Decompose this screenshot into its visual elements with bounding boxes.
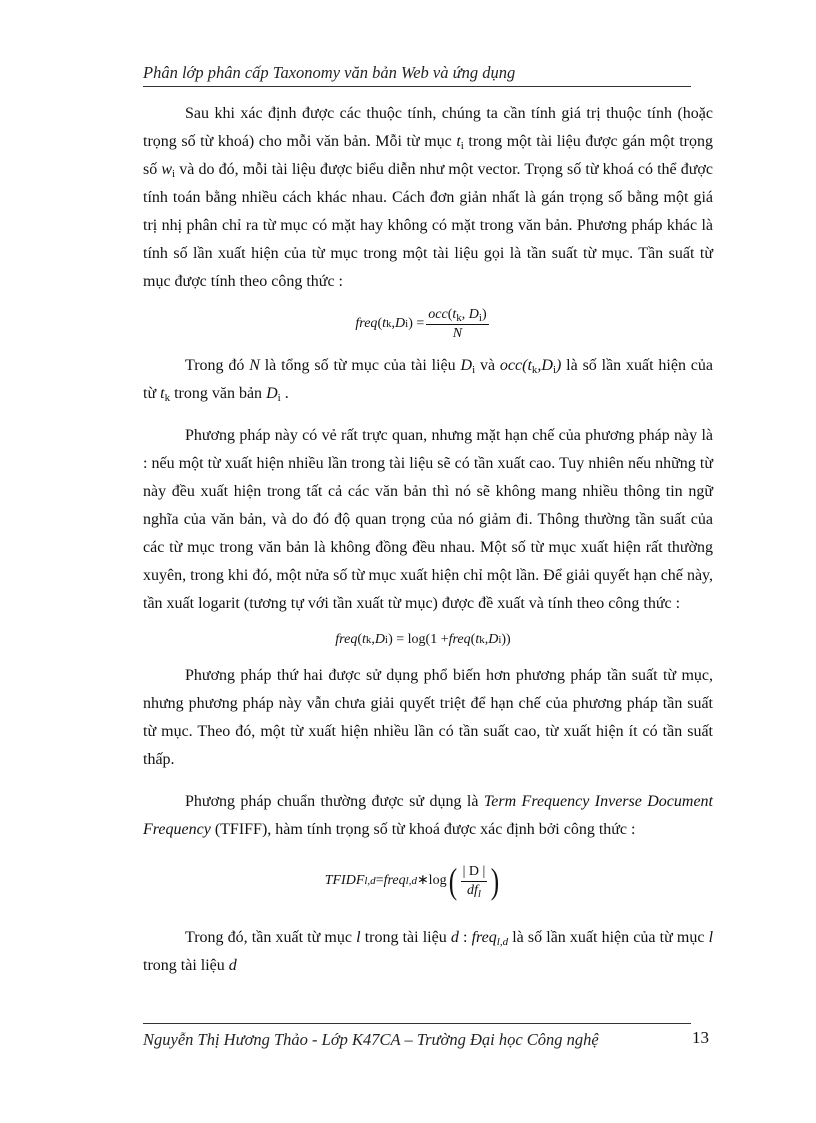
var: D xyxy=(266,385,278,402)
page-number: 13 xyxy=(692,1028,709,1047)
sub: k xyxy=(531,364,538,376)
var: N xyxy=(249,357,260,374)
footer-rule xyxy=(143,1023,691,1024)
var: D xyxy=(395,316,406,331)
paragraph xyxy=(143,788,713,844)
paragraph xyxy=(143,352,713,408)
sub: i xyxy=(478,311,482,324)
text: Trong đó xyxy=(185,357,250,374)
text: . xyxy=(280,385,289,402)
text: : xyxy=(458,929,472,946)
text: là số lần xuất hiện của từ xyxy=(143,357,713,402)
right-paren: ) xyxy=(491,861,500,901)
sub: l,d xyxy=(364,875,376,887)
sub: k xyxy=(164,392,171,404)
text: trong văn bản xyxy=(170,385,267,402)
sym: ( xyxy=(447,306,453,322)
page-body xyxy=(143,100,713,980)
sub: i xyxy=(277,392,281,404)
sub: i xyxy=(472,364,476,376)
var: t xyxy=(475,632,480,647)
sym: , xyxy=(461,306,469,322)
sub: l,d xyxy=(496,936,509,948)
fn: freq xyxy=(355,316,378,331)
denominator xyxy=(465,882,483,900)
var: D xyxy=(374,632,386,647)
var: df xyxy=(466,882,478,898)
text: và do đó, mỗi tài liệu được biểu diễn như một vector. Trọng số từ khoá có thể được tính toán bằng nhiều cách khác nhau. Cách đơn giản nhất là gán trọng số bằng một giá trị nhị phân chỉ ra từ mục có mặt hay không có mặt trong văn bản. Phương pháp khác là tính số lần xuất hiện của từ mục trong một tài liệu gọi là tần suất từ mục. Tần suất từ mục được tính theo công thức : xyxy=(143,161,713,290)
paragraph xyxy=(143,924,713,980)
var: N xyxy=(452,325,463,341)
left-paren: ( xyxy=(448,861,457,901)
var: ) xyxy=(556,357,562,374)
running-footer: Nguyễn Thị Hương Thảo - Lớp K47CA – Trường Đại học Công nghệ xyxy=(143,1030,599,1049)
formula-log-frequency: freq ( t k , D i ) = log(1 + freq ( t k , D i )) xyxy=(133,618,713,662)
sub: i xyxy=(552,364,557,376)
sym: ( xyxy=(377,316,383,331)
sym: , xyxy=(391,316,395,331)
text: trong một tài liệu được gán một trọng số xyxy=(143,133,714,178)
sym: ) = log(1 + xyxy=(388,632,449,647)
sub: i xyxy=(172,168,176,180)
sym: ∗log xyxy=(416,873,447,888)
var: D xyxy=(468,306,479,322)
numerator: | D | xyxy=(461,863,488,882)
var: d xyxy=(228,957,237,974)
sym: ) = xyxy=(408,316,425,331)
fn: TFIDF xyxy=(324,873,365,888)
paragraph: Phương pháp thứ hai được sử dụng phổ biến hơn phương pháp tần suất từ mục, nhưng phương pháp này vẫn chưa giải quyết triệt để hạn chế của phương pháp tần suất từ mục. Theo đó, một từ xuất hiện nhiều lần có tần suất cao, từ xuất hiện ít có tần suất thấp. xyxy=(143,667,713,768)
var: D xyxy=(488,632,499,647)
numerator: $occ(t_k$, $D_i$) xyxy=(428,306,487,324)
text: Sau khi xác định được các thuộc tính, chúng ta cần tính giá trị thuộc tính (hoặc trọng số từ khoá) cho mỗi văn bản. Mỗi từ mục xyxy=(143,105,713,150)
spacer xyxy=(143,408,713,422)
text: và xyxy=(475,357,500,374)
formula-tfidf xyxy=(113,844,713,918)
var: d xyxy=(450,929,459,946)
paren-group xyxy=(447,861,502,901)
sub: l,d xyxy=(405,875,417,887)
spacer xyxy=(143,774,713,788)
fn: freq xyxy=(335,632,358,647)
fraction xyxy=(461,863,488,900)
text: Trong đó, tần xuất từ mục xyxy=(185,929,357,946)
var: D xyxy=(460,357,473,374)
var: t xyxy=(160,385,165,402)
fn: occ xyxy=(428,306,448,322)
formula-frequency: freq ( t k , D i ) = $\frac{occ(t_k, D_i)}{N}$ xyxy=(355,306,487,341)
paragraph xyxy=(143,100,713,296)
text: trong tài liệu xyxy=(360,929,451,946)
sym: )) xyxy=(501,632,511,647)
running-header: Phân lớp phân cấp Taxonomy văn bản Web và ứng dụng xyxy=(143,63,516,82)
var: ,D xyxy=(537,357,553,374)
sub: i xyxy=(460,140,464,152)
var: l xyxy=(708,929,714,946)
text: trong tài liệu xyxy=(143,957,229,974)
denominator xyxy=(451,325,464,343)
text: là số lần xuất hiện của từ mục xyxy=(508,929,709,946)
fraction xyxy=(426,306,488,343)
var: t xyxy=(382,316,386,331)
term: Term Frequency Inverse Document xyxy=(483,793,714,810)
paragraph: Phương pháp này có vẻ rất trực quan, nhưng mặt hạn chế của phương pháp này là : nếu một từ xuất hiện nhiều lần trong tài liệu sẽ có tần xuất cao. Tuy nhiên nếu những từ này đều xuất hiện trong tất cả các văn bản thì nó sẽ không mang nhiều thông tin ngữ nghĩa của văn bản, và do đó độ quan trọng của nó giảm đi. Thông thường tần suất của các từ mục trong văn bản là không đồng đều nhau. Một số từ mục xuất hiện rất thường xuyên, trong khi đó, một nửa số từ mục xuất hiện chỉ một lần. Để giải quyết hạn chế này, tần xuất logarit (tương tự với tần xuất từ mục) được đề xuất và tính theo công thức : xyxy=(143,427,713,612)
var: t xyxy=(452,306,457,322)
fn: freq xyxy=(471,929,497,946)
var: occ(t xyxy=(499,357,532,374)
fn: freq xyxy=(448,632,471,647)
text: (TFIFF), hàm tính trọng số từ khoá được xác định bởi công thức : xyxy=(210,821,636,838)
sym: = xyxy=(375,873,384,888)
var: t xyxy=(362,632,366,647)
sub: l xyxy=(477,887,481,900)
header-rule xyxy=(143,86,691,87)
var: w xyxy=(161,161,173,178)
text: Phương pháp chuẩn thường được sử dụng là xyxy=(185,793,484,810)
sub: k xyxy=(456,311,462,324)
fn: freq xyxy=(383,873,406,888)
var: t xyxy=(456,133,461,150)
term: Frequency xyxy=(143,821,211,838)
text: là tổng số từ mục của tài liệu xyxy=(259,357,461,374)
var: l xyxy=(356,929,361,946)
